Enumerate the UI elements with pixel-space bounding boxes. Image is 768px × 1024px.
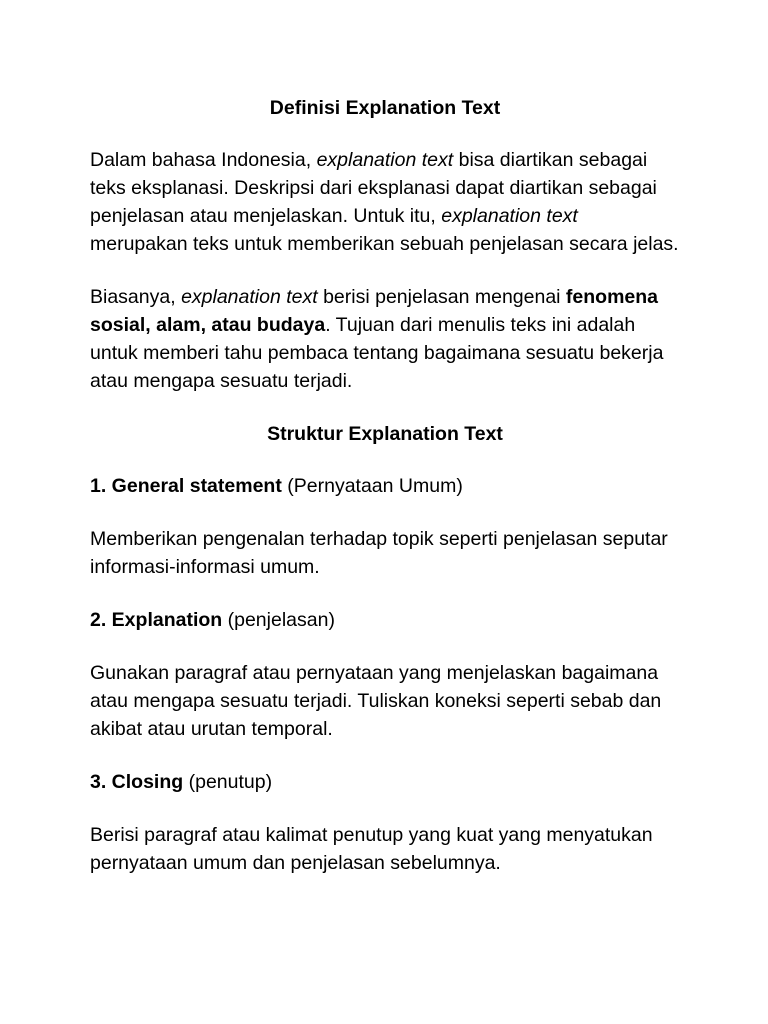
italic-term: explanation text [181, 286, 318, 308]
italic-term: explanation text [441, 205, 578, 227]
paragraph-text: . Tujuan dari menulis teks ini adalah untuk memberi tahu pembaca tentang bagaimana sesuatu bekerja atau mengapa sesuatu terjadi. [90, 314, 664, 392]
bold-term: fenomena sosial, alam, atau budaya [90, 286, 659, 336]
paragraph-text: berisi penjelasan mengenai [317, 286, 566, 308]
heading-definition: Definisi Explanation Text [269, 97, 501, 119]
structure-item-description: Memberikan pengenalan terhadap topik seperti penjelasan seputar informasi-informasi umum. [90, 528, 668, 578]
document-body [90, 94, 680, 877]
paragraph-text: bisa diartikan sebagai teks eksplanasi. Deskripsi dari eksplanasi dapat diartikan sebagai penjelasan atau menjelaskan. Untuk itu, [90, 149, 657, 227]
structure-item-title [90, 472, 680, 500]
item-subtitle: (penutup) [183, 771, 273, 793]
paragraph-text: merupakan teks untuk memberikan sebuah penjelasan secara jelas. [90, 233, 679, 255]
structure-item-description: Berisi paragraf atau kalimat penutup yang kuat yang menyatukan pernyataan umum dan penjelasan sebelumnya. [90, 824, 653, 874]
item-subtitle: (penjelasan) [222, 609, 335, 631]
paragraph-definition [90, 146, 680, 258]
italic-term: explanation text [316, 149, 454, 171]
structure-item-title [90, 606, 680, 634]
paragraph-purpose [90, 283, 680, 395]
item-title: 2. Explanation [90, 609, 223, 631]
item-title: 1. General statement [90, 475, 282, 497]
item-subtitle: (Pernyataan Umum) [281, 475, 463, 497]
paragraph-text: Dalam bahasa Indonesia, [90, 149, 317, 171]
paragraph-text: Biasanya, [90, 286, 182, 308]
heading-structure: Struktur Explanation Text [267, 423, 503, 445]
structure-item-description: Gunakan paragraf atau pernyataan yang menjelaskan bagaimana atau mengapa sesuatu terjadi. Tuliskan koneksi seperti sebab dan akibat atau urutan temporal. [90, 662, 662, 740]
structure-item-title [90, 768, 680, 796]
item-title: 3. Closing [90, 771, 184, 793]
